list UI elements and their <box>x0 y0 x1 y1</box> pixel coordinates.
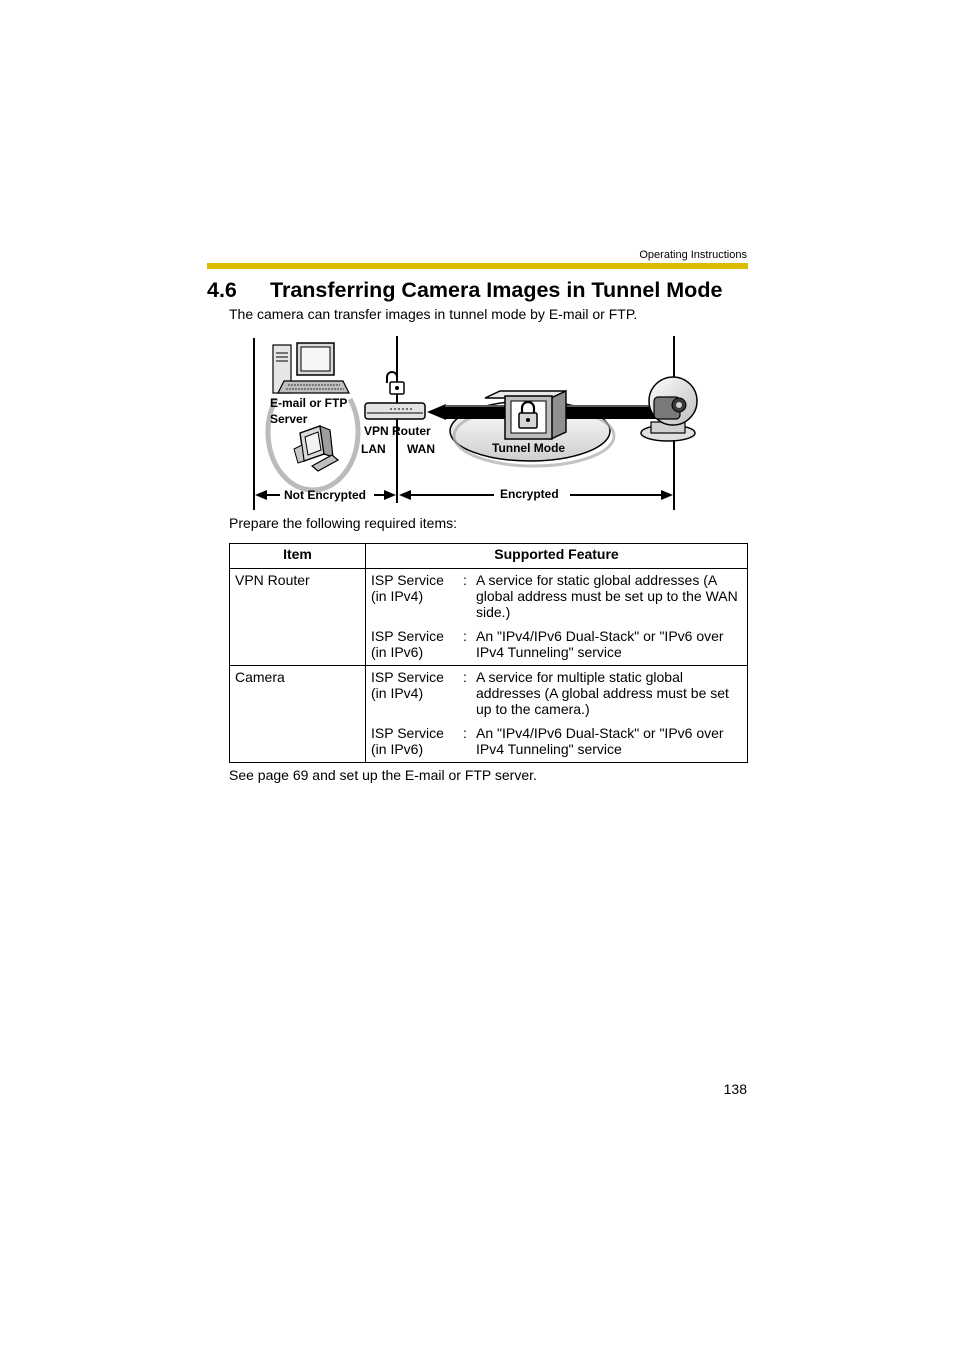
service-name: ISP Service (in IPv6) <box>371 628 444 660</box>
vpn-router-icon <box>365 403 425 419</box>
wan-label: WAN <box>407 442 435 456</box>
feature-entry <box>371 628 742 660</box>
header-rule <box>207 263 748 269</box>
table-row <box>230 666 748 763</box>
intro-paragraph: The camera can transfer images in tunnel mode by E-mail or FTP. <box>229 306 638 322</box>
service-name: ISP Service (in IPv4) <box>371 572 444 604</box>
section-title <box>207 278 722 303</box>
running-header: Operating Instructions <box>639 249 747 261</box>
client-computer-icon <box>294 426 338 471</box>
not-encrypted-label: Not Encrypted <box>284 488 367 502</box>
service-name: ISP Service (in IPv4) <box>371 669 444 701</box>
item-cell: Camera <box>230 666 366 763</box>
feature-cell <box>366 569 748 666</box>
service-description: A service for multiple static global addresses (A global address must be set up to the camera.) <box>476 669 729 717</box>
separator: : <box>463 572 467 588</box>
tunnel-arrow-head <box>427 404 446 420</box>
server-label-line2: Server <box>270 412 308 426</box>
page-number: 138 <box>723 1081 747 1097</box>
section-title-text: Transferring Camera Images in Tunnel Mode <box>270 278 723 302</box>
see-page-paragraph: See page 69 and set up the E-mail or FTP server. <box>229 767 537 783</box>
separator: : <box>463 669 467 685</box>
service-description: A service for static global addresses (A global address must be set up to the WAN side.) <box>476 572 738 620</box>
prepare-paragraph: Prepare the following required items: <box>229 515 458 531</box>
server-label-line1: E-mail or FTP <box>270 396 348 410</box>
service-description: An "IPv4/IPv6 Dual-Stack" or "IPv6 over IPv4 Tunneling" service <box>476 628 724 660</box>
feature-cell <box>366 666 748 763</box>
encrypted-label: Encrypted <box>500 487 559 501</box>
separator: : <box>463 725 467 741</box>
service-description: An "IPv4/IPv6 Dual-Stack" or "IPv6 over IPv4 Tunneling" service <box>476 725 724 757</box>
required-items-table <box>229 543 748 763</box>
column-header-item: Item <box>230 544 366 569</box>
lan-label: LAN <box>361 442 386 456</box>
item-cell: VPN Router <box>230 569 366 666</box>
feature-entry <box>371 725 742 757</box>
table-row <box>230 569 748 666</box>
unlocked-padlock-icon <box>387 372 404 394</box>
service-name: ISP Service (in IPv6) <box>371 725 444 757</box>
section-number: 4.6 <box>207 278 237 302</box>
table-header-row <box>230 544 748 569</box>
tunnel-label: Tunnel Mode <box>492 441 566 455</box>
column-header-feature: Supported Feature <box>366 544 748 569</box>
server-computer-icon <box>273 343 349 393</box>
feature-entry <box>371 669 742 717</box>
router-label: VPN Router <box>364 424 431 438</box>
separator: : <box>463 628 467 644</box>
feature-entry <box>371 572 742 620</box>
tunnel-mode-diagram <box>240 333 720 518</box>
